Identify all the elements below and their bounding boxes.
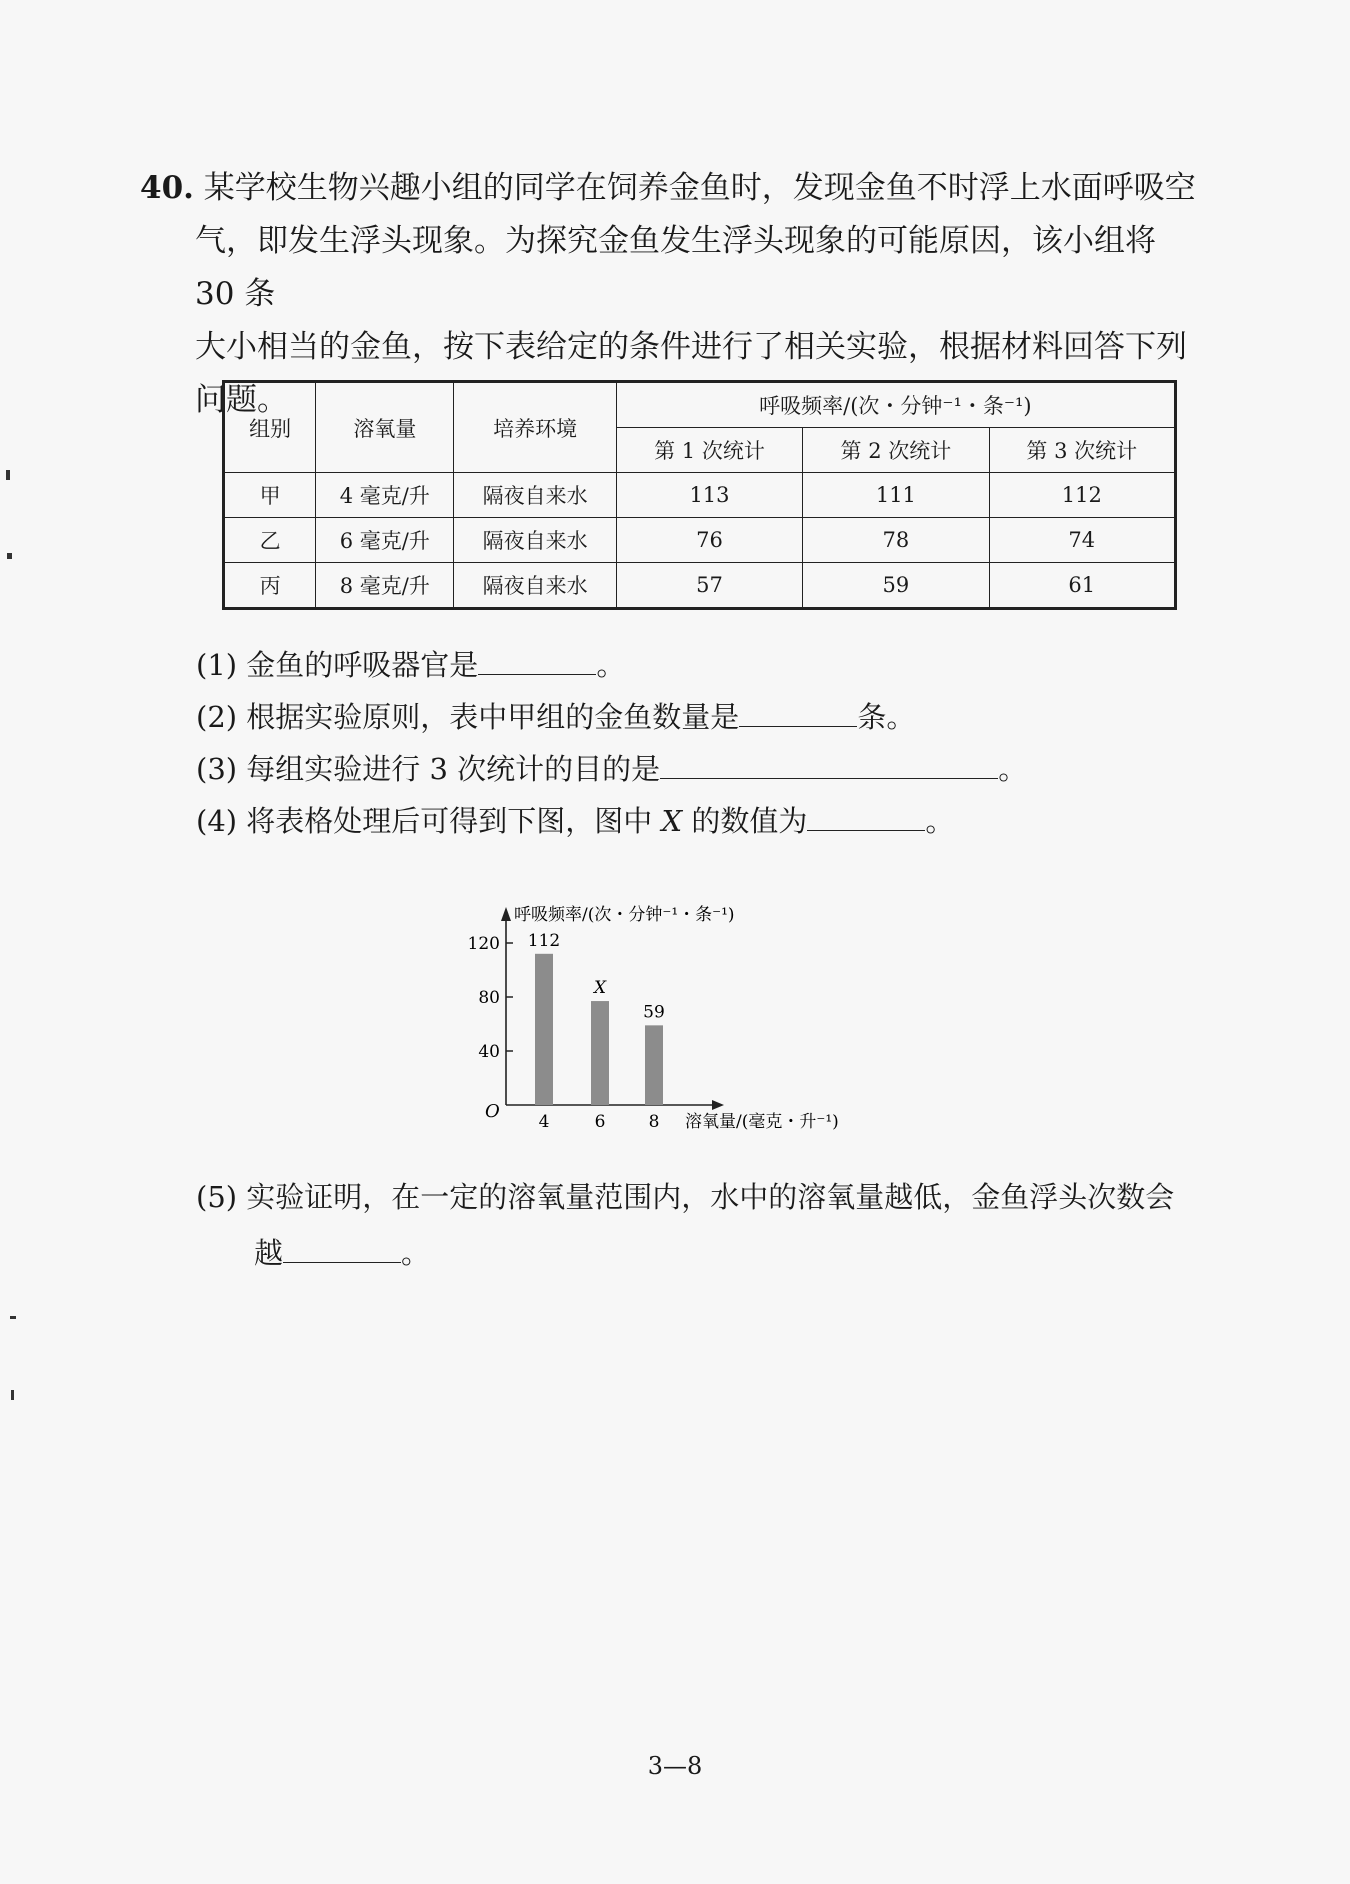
sub-question-3 [196,744,1027,794]
answer-blank-4[interactable] [807,800,925,831]
y-axis-arrow [501,907,511,921]
sub-question-2 [196,692,915,742]
margin-mark [10,1316,16,1319]
bar-4 [535,954,553,1105]
cell-group: 乙 [224,518,316,563]
q2-text: (2) 根据实验原则，表中甲组的金鱼数量是 [196,700,740,734]
x-tick-label: 4 [538,1112,550,1132]
header-group: 组别 [224,382,316,473]
cell-value: 112 [989,473,1175,518]
origin-label: O [485,1101,500,1122]
bar-data-label: 59 [643,1002,665,1023]
cell-environment: 隔夜自来水 [454,473,616,518]
y-tick-label: 80 [478,988,500,1008]
margin-mark [7,553,12,559]
q5-end: 。 [401,1236,431,1270]
cell-group: 甲 [224,473,316,518]
x-axis-arrow [712,1100,724,1110]
y-axis-label: 呼吸频率/(次・分钟⁻¹・条⁻¹) [514,905,735,925]
q4-end: 。 [925,804,955,838]
cell-value: 113 [616,473,802,518]
x-tick-label: 6 [594,1112,606,1132]
answer-blank-3[interactable] [660,748,998,779]
answer-blank-1[interactable] [478,644,596,675]
q5-text-2: 越 [254,1236,284,1270]
q4-text: (4) 将表格处理后可得到下图，图中 [196,804,662,838]
answer-blank-5[interactable] [283,1232,401,1263]
cell-value: 59 [803,563,989,609]
question-line-4: 问题。 [195,382,288,418]
y-tick-label: 120 [467,934,500,954]
sub-question-1 [196,640,625,690]
q1-text: (1) 金鱼的呼吸器官是 [196,648,479,682]
bar-8 [645,1025,663,1105]
x-axis-label: 溶氧量/(毫克・升⁻¹) [685,1112,839,1132]
sub-question-5 [196,1172,1174,1278]
table-row [224,518,1176,563]
cell-value: 57 [616,563,802,609]
cell-value: 76 [616,518,802,563]
subheader-count-1: 第 1 次统计 [616,428,802,473]
q4-x-var: X [661,804,683,838]
cell-oxygen: 6 毫克/升 [316,518,454,563]
page-number: 3—8 [647,1752,703,1780]
cell-value: 61 [989,563,1175,609]
header-environment: 培养环境 [454,382,616,473]
question-line-1 [140,162,1200,215]
table-row [224,473,1176,518]
breath-rate-chart [440,895,900,1155]
cell-environment: 隔夜自来水 [454,563,616,609]
table-row [224,563,1176,609]
header-breath-rate: 呼吸频率/(次・分钟⁻¹・条⁻¹) [616,382,1175,428]
subheader-count-2: 第 2 次统计 [803,428,989,473]
bar-data-label: X [593,978,607,999]
y-tick-label: 40 [478,1042,500,1062]
cell-environment: 隔夜自来水 [454,518,616,563]
experiment-table [222,380,1177,610]
margin-mark [11,1390,14,1400]
table-header-row [224,382,1176,428]
q2-end: 条。 [857,700,916,734]
cell-value: 78 [803,518,989,563]
cell-group: 丙 [224,563,316,609]
answer-blank-2[interactable] [739,696,857,727]
question-number: 40. [140,170,194,206]
bar-data-label: 112 [527,930,561,951]
header-oxygen: 溶氧量 [316,382,454,473]
q1-end: 。 [596,648,626,682]
x-tick-label: 8 [648,1112,660,1132]
cell-value: 111 [803,473,989,518]
cell-oxygen: 8 毫克/升 [316,563,454,609]
question-line-2: 气，即发生浮头现象。为探究金鱼发生浮头现象的可能原因，该小组将 30 条 [195,223,1156,312]
subheader-count-3: 第 3 次统计 [989,428,1175,473]
q4-text-2: 的数值为 [682,804,808,838]
sub-question-4 [196,796,954,846]
margin-mark [6,470,10,480]
cell-oxygen: 4 毫克/升 [316,473,454,518]
q3-end: 。 [998,752,1028,786]
q3-text: (3) 每组实验进行 3 次统计的目的是 [196,752,661,786]
question-text: 某学校生物兴趣小组的同学在饲养金鱼时，发现金鱼不时浮上水面呼吸空 [203,170,1196,206]
q5-line-2 [196,1228,1174,1278]
cell-value: 74 [989,518,1175,563]
bar-6 [591,1001,609,1105]
q5-text: (5) 实验证明，在一定的溶氧量范围内，水中的溶氧量越低，金鱼浮头次数会 [196,1180,1175,1214]
question-line-3: 大小相当的金鱼，按下表给定的条件进行了相关实验，根据材料回答下列 [195,329,1187,365]
